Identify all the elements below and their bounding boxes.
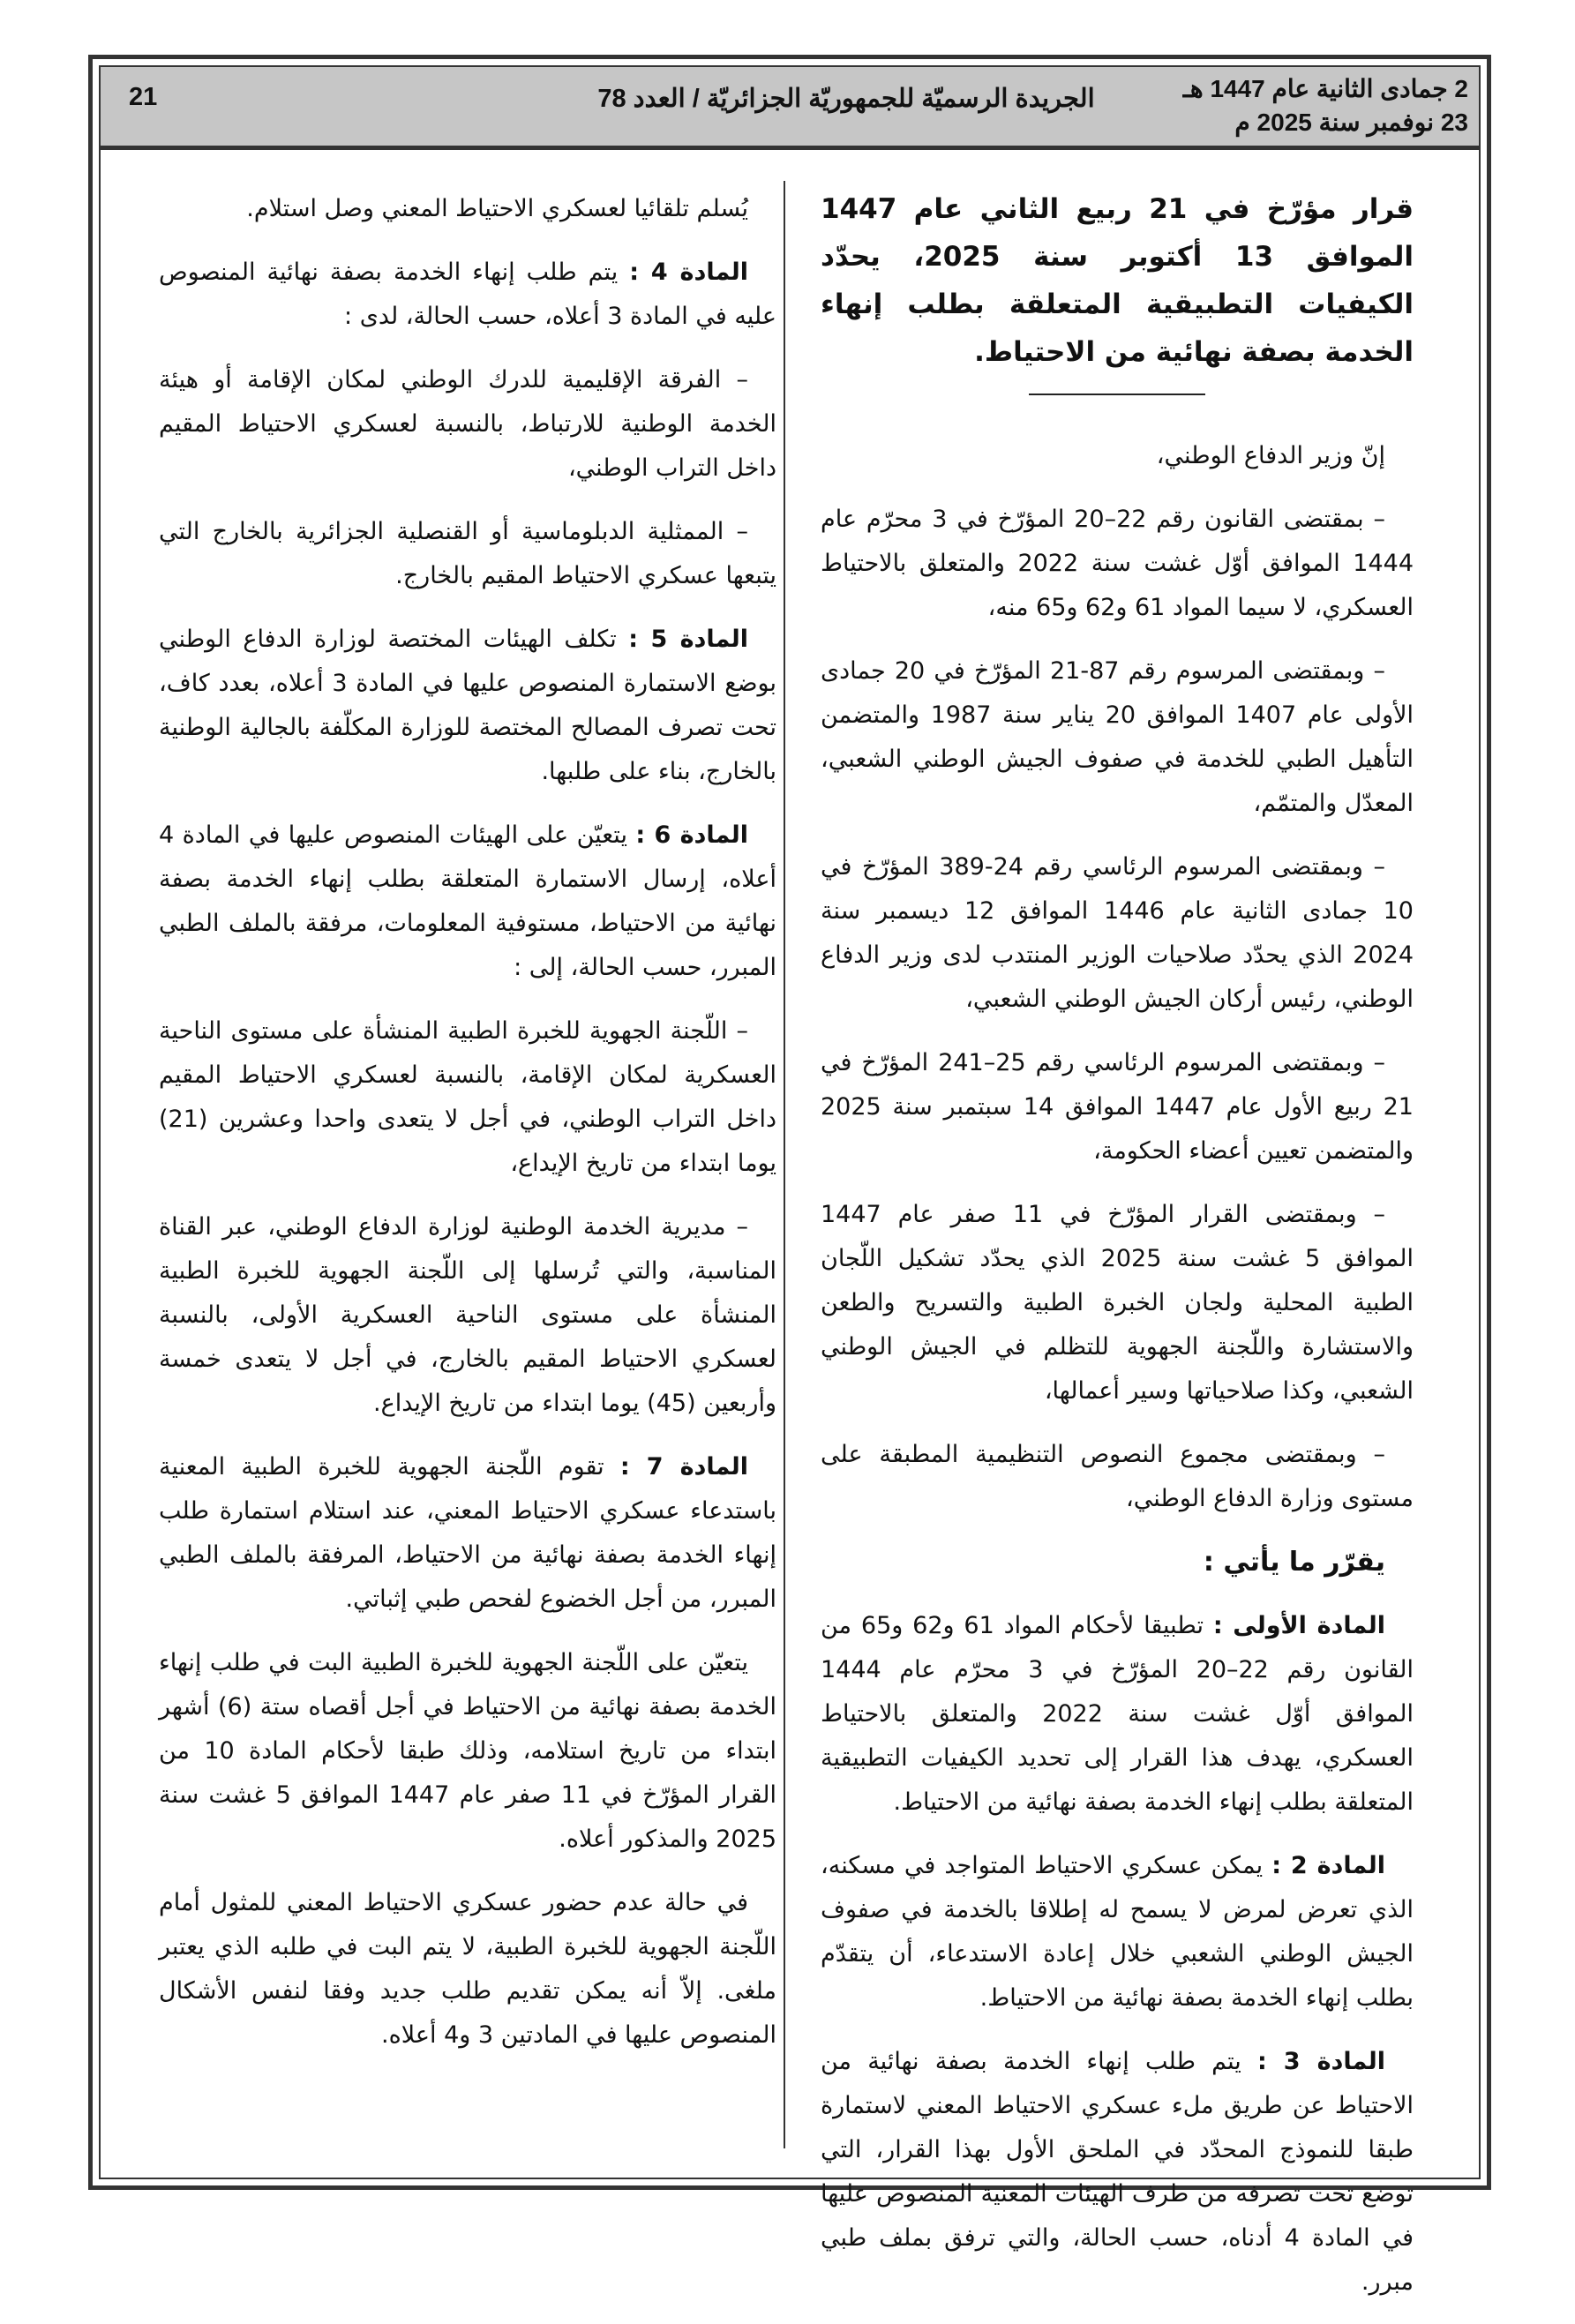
article-text: تقوم اللّجنة الجهوية للخبرة الطبية المعنية باستدعاء عسكري الاحتياط المعني، عند استلام استمارة طلب إنهاء الخدمة بصفة نهائية من الاحتياط، المرفقة بالملف الطبي المبرر، من أجل الخضوع لفحص طبي إثباتي. <box>159 1453 776 1613</box>
gazette-title: الجريدة الرسميّة للجمهوريّة الجزائريّة / العدد 78 <box>597 85 1095 113</box>
article-7-paragraph: في حالة عدم حضور عسكري الاحتياط المعني للمثول أمام اللّجنة الجهوية للخبرة الطبية، لا يتم البت في طلبه الذي يعتبر ملغى. إلاّ أنه يمكن تقديم طلب جديد وفقا لنفس الأشكال المنصوص عليها في المادتين 3 و4 أعلاه. <box>159 1889 776 2049</box>
article-text: يتعيّن على الهيئات المنصوص عليها في المادة 4 أعلاه، إرسال الاستمارة المتعلقة بطلب إنهاء الخدمة بصفة نهائية من الاحتياط، مستوفية المعلومات، مرفقة بالملف الطبي المبرر، حسب الحالة، إلى : <box>159 821 776 981</box>
article-2 <box>821 1844 1414 2020</box>
article-4 <box>159 251 776 339</box>
consideration: – وبمقتضى مجموع النصوص التنظيمية المطبقة على مستوى وزارة الدفاع الوطني، <box>821 1441 1414 1512</box>
article-1 <box>821 1604 1414 1825</box>
article-4-item: – الممثلية الدبلوماسية أو القنصلية الجزائرية بالخارج التي يتبعها عسكري الاحتياط المقيم بالخارج. <box>159 518 776 589</box>
article-label: المادة 5 : <box>628 626 749 653</box>
receipt-paragraph: يُسلم تلقائيا لعسكري الاحتياط المعني وصل استلام. <box>246 195 748 222</box>
decides-heading: يقرّر ما يأتي : <box>1203 1547 1385 1578</box>
article-text: تكلف الهيئات المختصة لوزارة الدفاع الوطني بوضع الاستمارة المنصوص عليها في المادة 3 أعلاه، بعدد كاف، تحت تصرف المصالح المختصة للوزارة المكلّفة بالجالية الوطنية بالخارج، بناء على طلبها. <box>159 626 776 785</box>
header-dates <box>1183 72 1468 139</box>
article-4-item: – الفرقة الإقليمية للدرك الوطني لمكان الإقامة أو هيئة الخدمة الوطنية للارتباط، بالنسبة لعسكري الاحتياط المقيم داخل التراب الوطني، <box>159 366 776 482</box>
gazette-header <box>101 67 1479 150</box>
article-5 <box>159 618 776 794</box>
article-label: المادة 4 : <box>629 259 748 286</box>
left-column <box>159 187 776 2077</box>
article-text: تطبيقا لأحكام المواد 61 و62 و65 من القانون رقم 22–20 المؤرّخ في 3 محرّم عام 1444 الموافق أوّل غشت سنة 2022 والمتعلق بالاحتياط العسكري، يهدف هذا القرار إلى تحديد الكيفيات التطبيقية المتعلقة بطلب إنهاء الخدمة بصفة نهائية من الاحتياط. <box>821 1612 1414 1816</box>
decree-intro: إنّ وزير الدفاع الوطني، <box>1156 442 1385 469</box>
right-column <box>821 185 1414 2324</box>
title-rule <box>1029 394 1205 395</box>
article-6-item: – مديرية الخدمة الوطنية لوزارة الدفاع الوطني، عبر القناة المناسبة، والتي تُرسلها إلى اللّجنة الجهوية للخبرة الطبية المنشأة على مستوى الناحية العسكرية الأولى، بالنسبة لعسكري الاحتياط المقيم بالخارج، في أجل لا يتعدى خمسة وأربعين (45) يوما ابتداء من تاريخ الإيداع. <box>159 1213 776 1417</box>
consideration: – وبمقتضى المرسوم الرئاسي رقم 25–241 المؤرّخ في 21 ربيع الأول عام 1447 الموافق 14 سبتمبر سنة 2025 والمتضمن تعيين أعضاء الحكومة، <box>821 1049 1414 1165</box>
decree-title: قرار مؤرّخ في 21 ربيع الثاني عام 1447 الموافق 13 أكتوبر سنة 2025، يحدّد الكيفيات التطبيقية المتعلقة بطلب إنهاء الخدمة بصفة نهائية من الاحتياط. <box>821 193 1414 368</box>
article-label: المادة 2 : <box>1271 1852 1385 1879</box>
article-text: يتم طلب إنهاء الخدمة بصفة نهائية من الاحتياط عن طريق ملء عسكري الاحتياط المعني لاستمارة طبقا للنموذج المحدّد في الملحق الأول بهذا القرار، التي توضع تحت تصرفه من طرف الهيئات المعنية المنصوص عليها في المادة 4 أدناه، حسب الحالة، والتي ترفق بملف طبي مبرر. <box>821 2048 1414 2296</box>
article-label: المادة الأولى : <box>1212 1612 1386 1639</box>
page-number: 21 <box>129 83 158 111</box>
article-7-paragraph: يتعيّن على اللّجنة الجهوية للخبرة الطبية البت في طلب إنهاء الخدمة بصفة نهائية من الاحتياط في أجل أقصاه ستة (6) أشهر ابتداء من تاريخ استلامه، وذلك طبقا لأحكام المادة 10 من القرار المؤرّخ في 11 صفر عام 1447 الموافق 5 غشت سنة 2025 والمذكور أعلاه. <box>159 1649 776 1853</box>
article-6-item: – اللّجنة الجهوية للخبرة الطبية المنشأة على مستوى الناحية العسكرية لمكان الإقامة، بالنسبة لعسكري الاحتياط المقيم داخل التراب الوطني، في أجل لا يتعدى واحدا وعشرين (21) يوما ابتداء من تاريخ الإيداع، <box>159 1017 776 1177</box>
column-divider <box>784 181 785 2148</box>
article-6 <box>159 813 776 990</box>
consideration: – وبمقتضى القرار المؤرّخ في 11 صفر عام 1447 الموافق 5 غشت سنة 2025 الذي يحدّد تشكيل اللّجان الطبية المحلية ولجان الخبرة الطبية والتسريح والطعن والاستشارة واللّجنة الجهوية للتظلم في الجيش الوطني الشعبي، وكذا صلاحياتها وسير أعمالها، <box>821 1201 1414 1405</box>
article-3 <box>821 2040 1414 2305</box>
article-text: يتم طلب إنهاء الخدمة بصفة نهائية المنصوص عليه في المادة 3 أعلاه، حسب الحالة، لدى : <box>159 259 776 330</box>
article-7 <box>159 1445 776 1622</box>
article-label: المادة 3 : <box>1256 2048 1386 2075</box>
consideration: – وبمقتضى المرسوم رقم 87-21 المؤرّخ في 20 جمادى الأولى عام 1407 الموافق 20 يناير سنة 1987 والمتضمن التأهيل الطبي للخدمة في صفوف الجيش الوطني الشعبي، المعدّل والمتمّم، <box>821 657 1414 817</box>
article-label: المادة 6 : <box>635 821 749 849</box>
hijri-date: 2 جمادى الثانية عام 1447 هـ <box>1182 75 1468 102</box>
article-text: يمكن عسكري الاحتياط المتواجد في مسكنه، الذي تعرض لمرض لا يسمح له إطلاقا بالخدمة في صفوف الجيش الوطني الشعبي خلال إعادة الاستدعاء، أن يتقدّم بطلب إنهاء الخدمة بصفة نهائية من الاحتياط. <box>821 1852 1414 2012</box>
consideration: – بمقتضى القانون رقم 22–20 المؤرّخ في 3 محرّم عام 1444 الموافق أوّل غشت سنة 2022 والمتعلق بالاحتياط العسكري، لا سيما المواد 61 و62 و65 منه، <box>821 506 1414 621</box>
consideration: – وبمقتضى المرسوم الرئاسي رقم 24-389 المؤرّخ في 10 جمادى الثانية عام 1446 الموافق 12 ديسمبر سنة 2024 الذي يحدّد صلاحيات الوزير المنتدب لدى وزير الدفاع الوطني، رئيس أركان الجيش الوطني الشعبي، <box>821 853 1414 1013</box>
article-label: المادة 7 : <box>619 1453 748 1481</box>
gregorian-date: 23 نوفمبر سنة 2025 م <box>1234 109 1468 136</box>
